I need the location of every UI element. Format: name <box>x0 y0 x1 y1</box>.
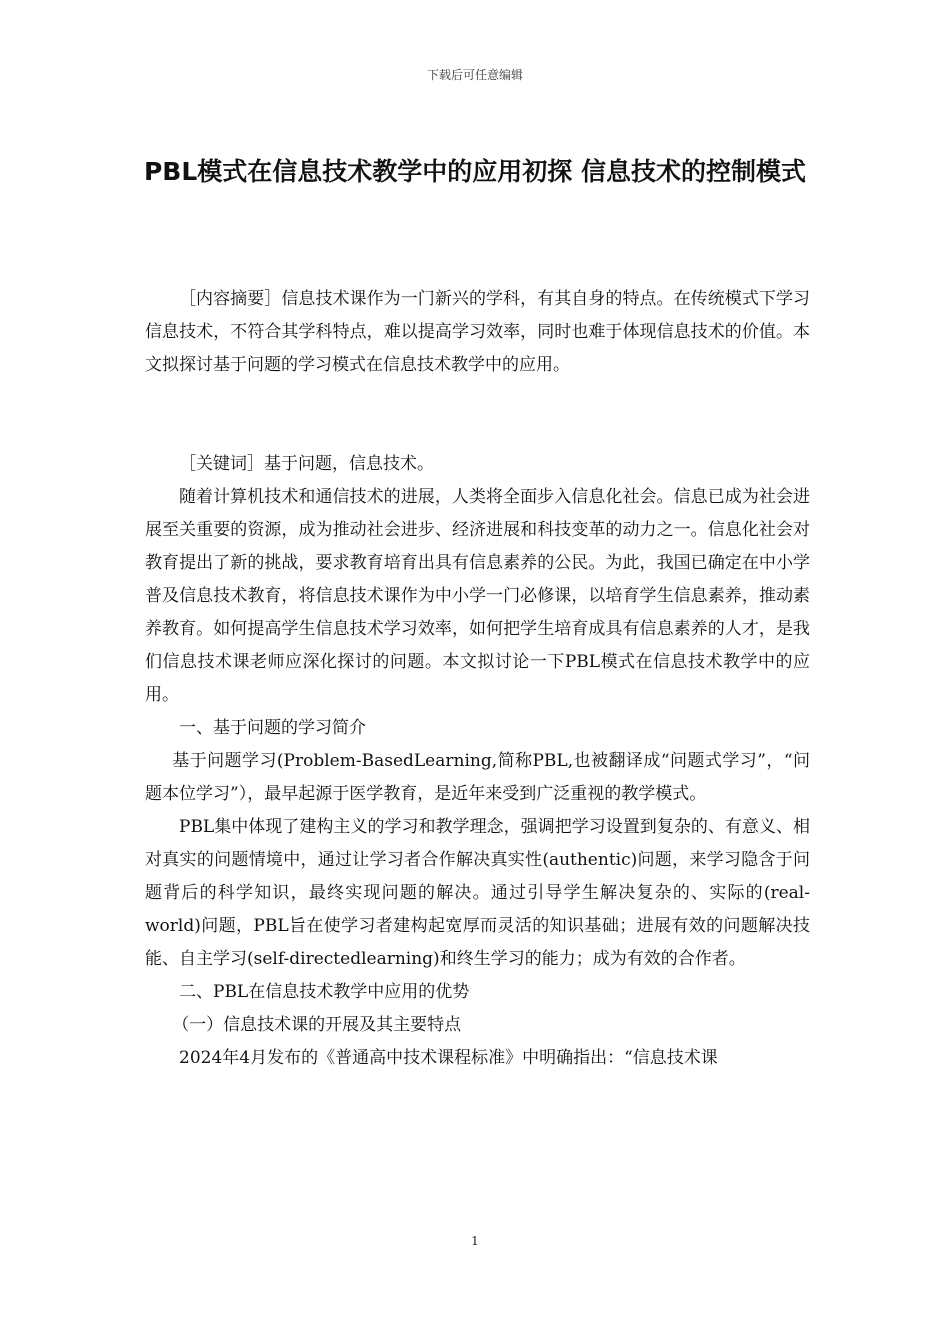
section-heading: 二、PBL在信息技术教学中应用的优势 <box>179 982 470 1002</box>
section-spacer <box>145 382 810 448</box>
subsection-heading: （一）信息技术课的开展及其主要特点 <box>172 1015 462 1035</box>
document-title: PBL模式在信息技术教学中的应用初探 信息技术的控制模式 <box>143 157 806 186</box>
document-body <box>145 283 810 1075</box>
body-paragraph: 随着计算机技术和通信技术的进展，人类将全面步入信息化社会。信息已成为社会进展至关重要的资源，成为推动社会进步、经济进展和科技变革的动力之一。信息化社会对教育提出了新的挑战，要求教育培育出具有信息素养的公民。为此，我国已确定在中小学普及信息技术教育，将信息技术课作为中小学一门必修课，以培育学生信息素养，推动素养教育。如何提高学生信息技术学习效率，如何把学生培育成具有信息素养的人才，是我们信息技术课老师应深化探讨的问题。本文拟讨论一下PBL模式在信息技术教学中的应用。 <box>145 487 810 705</box>
section-heading: 一、基于问题的学习简介 <box>179 718 366 738</box>
keywords-paragraph: ［关键词］基于问题，信息技术。 <box>179 454 434 474</box>
body-paragraph: PBL集中体现了建构主义的学习和教学理念，强调把学习设置到复杂的、有意义、相对真实的问题情境中，通过让学习者合作解决真实性(authentic)问题，来学习隐含于问题背后的科学知识，最终实现问题的解决。通过引导学生解决复杂的、实际的(real-world)问题，PBL旨在使学习者建构起宽厚而灵活的知识基础；进展有效的问题解决技能、自主学习(self-directedlearning)和终生学习的能力；成为有效的合作者。 <box>145 817 810 969</box>
body-paragraph: 2024年4月发布的《普通高中技术课程标准》中明确指出：“信息技术课 <box>179 1048 718 1068</box>
page-number: 1 <box>471 1234 479 1248</box>
abstract-paragraph: ［内容摘要］信息技术课作为一门新兴的学科，有其自身的特点。在传统模式下学习信息技术，不符合其学科特点，难以提高学习效率，同时也难于体现信息技术的价值。本文拟探讨基于问题的学习模式在信息技术教学中的应用。 <box>145 289 810 375</box>
body-paragraph: 基于问题学习(Problem-BasedLearning,简称PBL,也被翻译成“问题式学习”，“问题本位学习”），最早起源于医学教育，是近年来受到广泛重视的教学模式。 <box>145 751 810 804</box>
header-note: 下载后可任意编辑 <box>426 68 523 82</box>
